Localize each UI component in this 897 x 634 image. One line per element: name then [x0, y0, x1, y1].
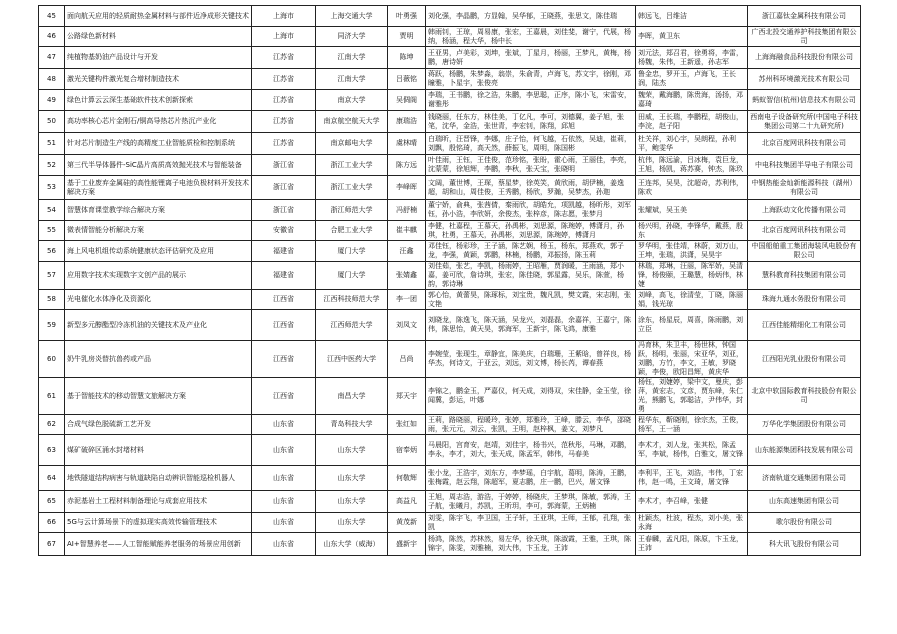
cell-leader: 高益凡: [388, 491, 426, 513]
cell-company: 江西佳能精细化工有限公司: [748, 310, 861, 341]
cell-province: 江西省: [252, 290, 316, 310]
cell-company: 济南轨道交通集团有限公司: [748, 466, 861, 491]
table-row: [39, 176, 861, 200]
cell-number: 64: [39, 466, 65, 491]
cell-company: 西南电子设备研究所(中国电子科技集团公司第二十九研究所): [748, 111, 861, 133]
cell-university: 江西科技师范大学: [316, 290, 388, 310]
cell-advisors: 鲁金忠，罗开玉，卢海飞，王长润，陆杰: [636, 69, 748, 90]
table-row: [39, 111, 861, 133]
cell-project-name: 光电催化水体净化及资源化: [65, 290, 252, 310]
cell-university: 南京大学: [316, 90, 388, 111]
cell-province: 福建省: [252, 241, 316, 262]
cell-province: 浙江省: [252, 155, 316, 176]
cell-leader: 李一团: [388, 290, 426, 310]
cell-province: 江苏省: [252, 133, 316, 155]
cell-team-members: 叶佳雨，王钰，王佳俊，范珍铭，张盼，霍心雨，王丽佳，李亮，沈蒙蒙，徐旭辉，李鹏，李秋，张天宝，张晓明: [426, 155, 636, 176]
cell-university: 山东大学（威海）: [316, 533, 388, 556]
cell-province: 山东省: [252, 533, 316, 556]
table-row: [39, 341, 861, 378]
cell-province: 山东省: [252, 491, 316, 513]
cell-project-name: 新型多元醇酯型冷冻机油的关键技术及产业化: [65, 310, 252, 341]
cell-company: 山东能源集团科技发展有限公司: [748, 435, 861, 466]
cell-number: 59: [39, 310, 65, 341]
cell-number: 61: [39, 378, 65, 415]
cell-project-name: 基于智能技术的移动智慧文旅解决方案: [65, 378, 252, 415]
cell-project-name: 第三代半导体器件-SiC晶片高质高效抛光技术与智能装备: [65, 155, 252, 176]
cell-company: 苏州科环境激光技术有限公司: [748, 69, 861, 90]
cell-project-name: 激光关键构件激光复合增材制造技术: [65, 69, 252, 90]
table-row: [39, 466, 861, 491]
cell-number: 48: [39, 69, 65, 90]
cell-university: 江南大学: [316, 69, 388, 90]
cell-advisors: 杨兴明，孙晓，李锋华，戴燕，殷东: [636, 221, 748, 241]
cell-advisors: 杭伟，陈远渝，吕冰梅，袁巨龙，王旭，杨凯，蒋苏赛，钟杰，陈玖: [636, 155, 748, 176]
table-row: [39, 6, 861, 27]
cell-province: 山东省: [252, 415, 316, 435]
cell-province: 安徽省: [252, 221, 316, 241]
cell-number: 53: [39, 176, 65, 200]
cell-number: 65: [39, 491, 65, 513]
cell-number: 46: [39, 27, 65, 47]
cell-company: 珠海九通水务股份有限公司: [748, 290, 861, 310]
cell-team-members: 邓佳钰，杨彩珍，王子涵，陈艺娴，杨玉，杨东，郑燕欢，郭子龙，李强，黄颖，郭鹏，林楠，杨鹏，邓振扬，陈玉莉: [426, 241, 636, 262]
cell-university: 山东大学: [316, 466, 388, 491]
table-row: [39, 241, 861, 262]
table-row: [39, 155, 861, 176]
cell-team-members: 杨鸿，陈然，苏林然，易左华，徐天琪，陈淑霞，王雅，王琪，陈锦宇，陈雯，刘雅楠，刘大伟，卞玉龙，王沛: [426, 533, 636, 556]
cell-company: 科大讯飞股份有限公司: [748, 533, 861, 556]
cell-project-name: 5G与云计算场景下的虚拟现实高效传输管理技术: [65, 513, 252, 533]
cell-number: 66: [39, 513, 65, 533]
cell-province: 上海市: [252, 27, 316, 47]
cell-leader: 刘凤文: [388, 310, 426, 341]
cell-team-members: 马晨阳，宫育安，赵靖，刘佳宇，杨书兴，范秋彤，马琳，邓鹏，李永，李才，刘大，张天成，陈孟军，韩伟，马春美: [426, 435, 636, 466]
cell-team-members: 王莉，路晓丽，程暖玲，张婷，郑雅玲，王峰，滕云，李华，邵晓雨，张元元，刘云，张凯，王明，赵梓枫，姜文，刘梦凡: [426, 415, 636, 435]
cell-advisors: 杨钰，刘婕婷，梁中文，曼庆，彭萍，黄宏志，文彦，贾东峰，朱仁光，熊鹏飞，郭聪洁，尹伟华，封勇: [636, 378, 748, 415]
cell-advisors: 王春麟，孟凡阳，陈原，卞玉龙，王沛: [636, 533, 748, 556]
cell-leader: 叶勇强: [388, 6, 426, 27]
cell-project-name: 赤泥基岩土工程材料制备理论与成套应用技术: [65, 491, 252, 513]
cell-number: 50: [39, 111, 65, 133]
cell-company: 中钢热能金灿新能源科技（湖州）有限公司: [748, 176, 861, 200]
cell-university: 厦门大学: [316, 241, 388, 262]
cell-advisors: 李晖，黄卫东: [636, 27, 748, 47]
cell-leader: 吕薇铭: [388, 69, 426, 90]
cell-team-members: 李健，杜嘉程，王慕天，孙禹彬，刘思源，陈琬婷，傅潇月，孙琪，杜勇，王慕天，孙禹彬，刘思源，陈琬婷，傅潇月: [426, 221, 636, 241]
cell-university: 浙江工业大学: [316, 176, 388, 200]
cell-province: 江苏省: [252, 90, 316, 111]
cell-company: 歌尔股份有限公司: [748, 513, 861, 533]
cell-university: 山东大学: [316, 491, 388, 513]
cell-province: 山东省: [252, 513, 316, 533]
table-row: [39, 378, 861, 415]
cell-project-name: 智慧体育课堂教学综合解决方案: [65, 200, 252, 221]
cell-team-members: 李婉莹，张现生，章静宜，陈美庆，白瑞珊，王紫晗，曾祥良，杨华杰，何诗文，于亚云，刘远，刘文博，杨长芮，谭春燕: [426, 341, 636, 378]
cell-number: 56: [39, 241, 65, 262]
cell-advisors: 魏荣，戴海鹏，陈贵海，汤扬，邓嘉琦: [636, 90, 748, 111]
cell-team-members: 钱晓丽，任东方，林佳美，丁亿凡，李可，刘德翼，姜子旭，张笔，沈华，金浩，张世青，李宏钊，陈翔，邱旭: [426, 111, 636, 133]
cell-leader: 康瑞浩: [388, 111, 426, 133]
cell-advisors: 刘元法，郑召君，徐勇将，李雷，杨魏，朱伟，王新遥，孙志军: [636, 47, 748, 69]
cell-advisors: 涂东，杨星辰，周喜，陈雨鹏，刘立臣: [636, 310, 748, 341]
cell-advisors: 刘峰，高飞，徐清莹，丁晓，陈丽娟，钱光琼: [636, 290, 748, 310]
cell-province: 山东省: [252, 435, 316, 466]
cell-leader: 汪鑫: [388, 241, 426, 262]
cell-leader: 贾明: [388, 27, 426, 47]
cell-number: 54: [39, 200, 65, 221]
cell-university: 山东大学: [316, 513, 388, 533]
cell-leader: 虞林晴: [388, 133, 426, 155]
cell-project-name: 公路绿色新材料: [65, 27, 252, 47]
cell-advisors: 杜颖杰，杜波，程杰，刘小美，张永海: [636, 513, 748, 533]
cell-province: 福建省: [252, 262, 316, 290]
cell-university: 浙江师范大学: [316, 200, 388, 221]
cell-project-name: 面向航天应用的轻质耐热金属材料与部件近净成形关键技术: [65, 6, 252, 27]
cell-team-members: 白瑞昕，汪晋锋，李娜，庄子怡，何飞越，石依然，吴迪，崔莉，刘飘，殷铭琦，高天然，薛振飞，周明，陈国彬: [426, 133, 636, 155]
cell-university: 同济大学: [316, 27, 388, 47]
cell-team-members: 刘晓龙，陈逸飞，陈天涵，吴龙兴，刘磊磊，余嘉祥，王嘉宁，陈伟，陈思怡，黄天昊，郭海军，王新宇，陈飞鸿，康雅: [426, 310, 636, 341]
cell-advisors: 王连邦，吴昊，沈超奇，苏利伟，陈欢: [636, 176, 748, 200]
cell-university: 青岛科技大学: [316, 415, 388, 435]
cell-university: 江西中医药大学: [316, 341, 388, 378]
cell-province: 浙江省: [252, 200, 316, 221]
table-row: [39, 47, 861, 69]
cell-team-members: 文阔，董世博，王琛，蔡星梦，徐英笑，黄欣雨，胡伊楠，姜逸超，胡和山，周佳俊，王秀鹏，杨欣，罗瀚，吴梦杰，孙迦: [426, 176, 636, 200]
cell-university: 南京邮电大学: [316, 133, 388, 155]
table-row: [39, 513, 861, 533]
table-row: [39, 90, 861, 111]
cell-team-members: 韩雨钊，王琼，周易康，张宏，王嘉晨，刘佳斐，谢宁，代展，杨纳，杨涵，程大华，杨中长: [426, 27, 636, 47]
cell-leader: 黄茂新: [388, 513, 426, 533]
cell-university: 江西师范大学: [316, 310, 388, 341]
cell-leader: 宿奉炳: [388, 435, 426, 466]
cell-advisors: 李术才，刘人龙，张其松，陈孟军，李斌，杨伟，白雅文，屠文锋: [636, 435, 748, 466]
cell-university: 浙江工业大学: [316, 155, 388, 176]
cell-leader: 吴倜阁: [388, 90, 426, 111]
cell-advisors: 韩远飞，吕维洁: [636, 6, 748, 27]
cell-province: 江西省: [252, 378, 316, 415]
cell-company: 山东高速集团有限公司: [748, 491, 861, 513]
cell-number: 67: [39, 533, 65, 556]
cell-province: 浙江省: [252, 176, 316, 200]
cell-university: 南京航空航天大学: [316, 111, 388, 133]
cell-team-members: 李锦之，鹏金玉，严嘉仪，何天成，刘得双，宋佳静，金玉莹，徐闻冀，彭运，叶娜: [426, 378, 636, 415]
cell-team-members: 董宁娇，俞典，张茜倩，秦雨欣，胡皓允，项凯越，杨昕彤，刘军钰，孙小浩，李欣妍，余俊杰，张梓彦，陈志愿，张梦月: [426, 200, 636, 221]
cell-province: 上海市: [252, 6, 316, 27]
cell-project-name: 绿色计算云云深生基础软件技术创新探索: [65, 90, 252, 111]
cell-advisors: 田威，王长瑞，李鹏程，胡俊山，李浣，赵子阳: [636, 111, 748, 133]
cell-university: 上海交通大学: [316, 6, 388, 27]
cell-number: 62: [39, 415, 65, 435]
cell-leader: 何敬辉: [388, 466, 426, 491]
cell-company: 上海海融食品科技股份有限公司: [748, 47, 861, 69]
cell-team-members: 刘化强，李晶鹏，方显翰，吴华郁，王晓燕，张思文，陈佳瑞: [426, 6, 636, 27]
cell-advisors: 张耀斌，吴玉美: [636, 200, 748, 221]
cell-advisors: 罗华明，张佳靖，林蔚，刘万山，王坤，张瑞，洪潇，吴昊宇: [636, 241, 748, 262]
table-row: [39, 221, 861, 241]
cell-leader: 冯舒楠: [388, 200, 426, 221]
cell-leader: 盛新宇: [388, 533, 426, 556]
cell-team-members: 王旭，周志浩，游浩，于婷婷，杨晓庆，王梦琪，陈敏，郭涛，王子航，张曦月，苏凯，王昕玥，李可，郭海蒙，王炳楠: [426, 491, 636, 513]
cell-leader: 张红如: [388, 415, 426, 435]
cell-leader: 陈坤: [388, 47, 426, 69]
cell-project-name: 纯植物基奶油产品设计与开发: [65, 47, 252, 69]
cell-project-name: 针对芯片制造生产线的高精度工业智能质检和控制系统: [65, 133, 252, 155]
table-row: [39, 27, 861, 47]
cell-project-name: AI+智慧养老——人工智能赋能养老服务的场景应用创新: [65, 533, 252, 556]
cell-university: 江南大学: [316, 47, 388, 69]
cell-project-name: 应用数字技术实现数字文创产品的展示: [65, 262, 252, 290]
cell-leader: 陈方远: [388, 155, 426, 176]
cell-company: 上海跃动文化传播有限公司: [748, 200, 861, 221]
table-row: [39, 415, 861, 435]
cell-team-members: 郭心怡，黄蕾昊，陈琢标，刘宝贵，魏凡凯，樊文霞，宋志刚，张文艳: [426, 290, 636, 310]
award-table-page: [38, 5, 860, 556]
cell-project-name: 基于工业废弃金属硅的高性能锂离子电池负极材料开发技术解决方案: [65, 176, 252, 200]
cell-number: 49: [39, 90, 65, 111]
cell-province: 江苏省: [252, 111, 316, 133]
cell-number: 51: [39, 133, 65, 155]
cell-company: 慧科教育科技集团有限公司: [748, 262, 861, 290]
cell-team-members: 李瑞，王书鹏，徐之浩，朱鹏，李思聪，正序，陈小飞，宋雷安，谢雅彤: [426, 90, 636, 111]
cell-project-name: 微表情智能分析解决方案: [65, 221, 252, 241]
cell-advisors: 李利平，王飞，刘浩，韦伟，丁宏伟，赵一鸣，王文琦，屠文锋: [636, 466, 748, 491]
cell-team-members: 刘佳茹，张艺，李凯，杨雨婷，王昭雁，贾润暖，王雨涵，郑小嘉，姜可欣，詹诗琪，张宏，陈佳晓，郭星露，吴乐，陈萱，杨韵，郭诗琳: [426, 262, 636, 290]
table-row: [39, 491, 861, 513]
cell-company: 浙江嘉钛金属科技有限公司: [748, 6, 861, 27]
cell-team-members: 蒋跃，杨鹏，朱梦淼，翁崇，朱俞青，卢海飞，苏文宇，徐刚，邓瞳雅，卜星宇，张俊亮: [426, 69, 636, 90]
project-table: [38, 5, 861, 556]
cell-university: 山东大学: [316, 435, 388, 466]
cell-leader: 张婧鑫: [388, 262, 426, 290]
cell-leader: 吕尚: [388, 341, 426, 378]
cell-university: 合肥工业大学: [316, 221, 388, 241]
cell-project-name: 海上风电机组传动系统健康状态评估研究及应用: [65, 241, 252, 262]
cell-project-name: 地铁隧道结构病害与轨道缺陷自动辨识智能巡检机器人: [65, 466, 252, 491]
cell-number: 63: [39, 435, 65, 466]
cell-number: 47: [39, 47, 65, 69]
cell-number: 57: [39, 262, 65, 290]
cell-advisors: 杜关祥，刘心宇，吴朗程，孙利平，鲍雯华: [636, 133, 748, 155]
cell-company: 中电科技集团半导电子有限公司: [748, 155, 861, 176]
cell-company: 江西阳光乳业股份有限公司: [748, 341, 861, 378]
table-row: [39, 133, 861, 155]
cell-project-name: 高功率核心芯片金刚石/铜高导热芯片热沉产业化: [65, 111, 252, 133]
cell-company: 广西北投交通养护科技集团有限公司: [748, 27, 861, 47]
cell-province: 山东省: [252, 466, 316, 491]
cell-leader: 郑天宇: [388, 378, 426, 415]
cell-province: 江苏省: [252, 69, 316, 90]
cell-company: 蚂蚁智信(杭州)信息技术有限公司: [748, 90, 861, 111]
cell-team-members: 刘雯，陈宇飞，李卫国，王子轩，王亚琪，王师，王郁，孔翔，张凯: [426, 513, 636, 533]
cell-advisors: 李术才，李召峰，张健: [636, 491, 748, 513]
table-row: [39, 290, 861, 310]
cell-advisors: 程华东，靳晓刚，徐宗杰，王俊，杨军，王一涵: [636, 415, 748, 435]
cell-advisors: 林瑞，郑琳，汪丽，陈军娇，吴清锋，杨俊颐，王璐慧，杨炳伟，林婕: [636, 262, 748, 290]
cell-province: 江苏省: [252, 47, 316, 69]
cell-project-name: 合成气绿色脱硫新工艺开发: [65, 415, 252, 435]
table-row: [39, 310, 861, 341]
cell-number: 52: [39, 155, 65, 176]
cell-company: 北京中软国际教育科技股份有限公司: [748, 378, 861, 415]
cell-leader: 李峰晖: [388, 176, 426, 200]
cell-team-members: 王亚男，卢美彩，刘坤，张斌，丁星月，杨丽，王梦凡，黄梅，杨鹏，唐诗妍: [426, 47, 636, 69]
table-row: [39, 435, 861, 466]
table-row: [39, 262, 861, 290]
cell-company: 北京百度网讯科技有限公司: [748, 221, 861, 241]
table-row: [39, 69, 861, 90]
cell-number: 45: [39, 6, 65, 27]
cell-number: 58: [39, 290, 65, 310]
table-row: [39, 200, 861, 221]
cell-university: 南昌大学: [316, 378, 388, 415]
cell-company: 中国船舶重工集团海装风电股份有限公司: [748, 241, 861, 262]
cell-advisors: 冯育林，朱卫丰，杨世林，钟国跃，杨明，张丽，宋亚华，刘亚，刘鹏，方竹，李文，王敏，罗晓颖，李俊，欧阳昌辉，黄庆华: [636, 341, 748, 378]
cell-leader: 崔丰麒: [388, 221, 426, 241]
cell-project-name: 奶牛乳房炎替抗兽药或产品: [65, 341, 252, 378]
cell-number: 60: [39, 341, 65, 378]
cell-province: 江西省: [252, 310, 316, 341]
cell-number: 55: [39, 221, 65, 241]
cell-company: 万华化学集团股份有限公司: [748, 415, 861, 435]
cell-project-name: 煤矿破碎区涌水封堵材料: [65, 435, 252, 466]
cell-team-members: 张小龙，王浩宇，刘东方，李梦瑶，白宇航，葛明，陈涛，王鹏，张梅霞，赵云翔，陈超军，夏志鹏，庄一鹏，巴兴，屠文锋: [426, 466, 636, 491]
cell-company: 北京百度网讯科技有限公司: [748, 133, 861, 155]
cell-province: 江西省: [252, 341, 316, 378]
table-row: [39, 533, 861, 556]
cell-university: 厦门大学: [316, 262, 388, 290]
